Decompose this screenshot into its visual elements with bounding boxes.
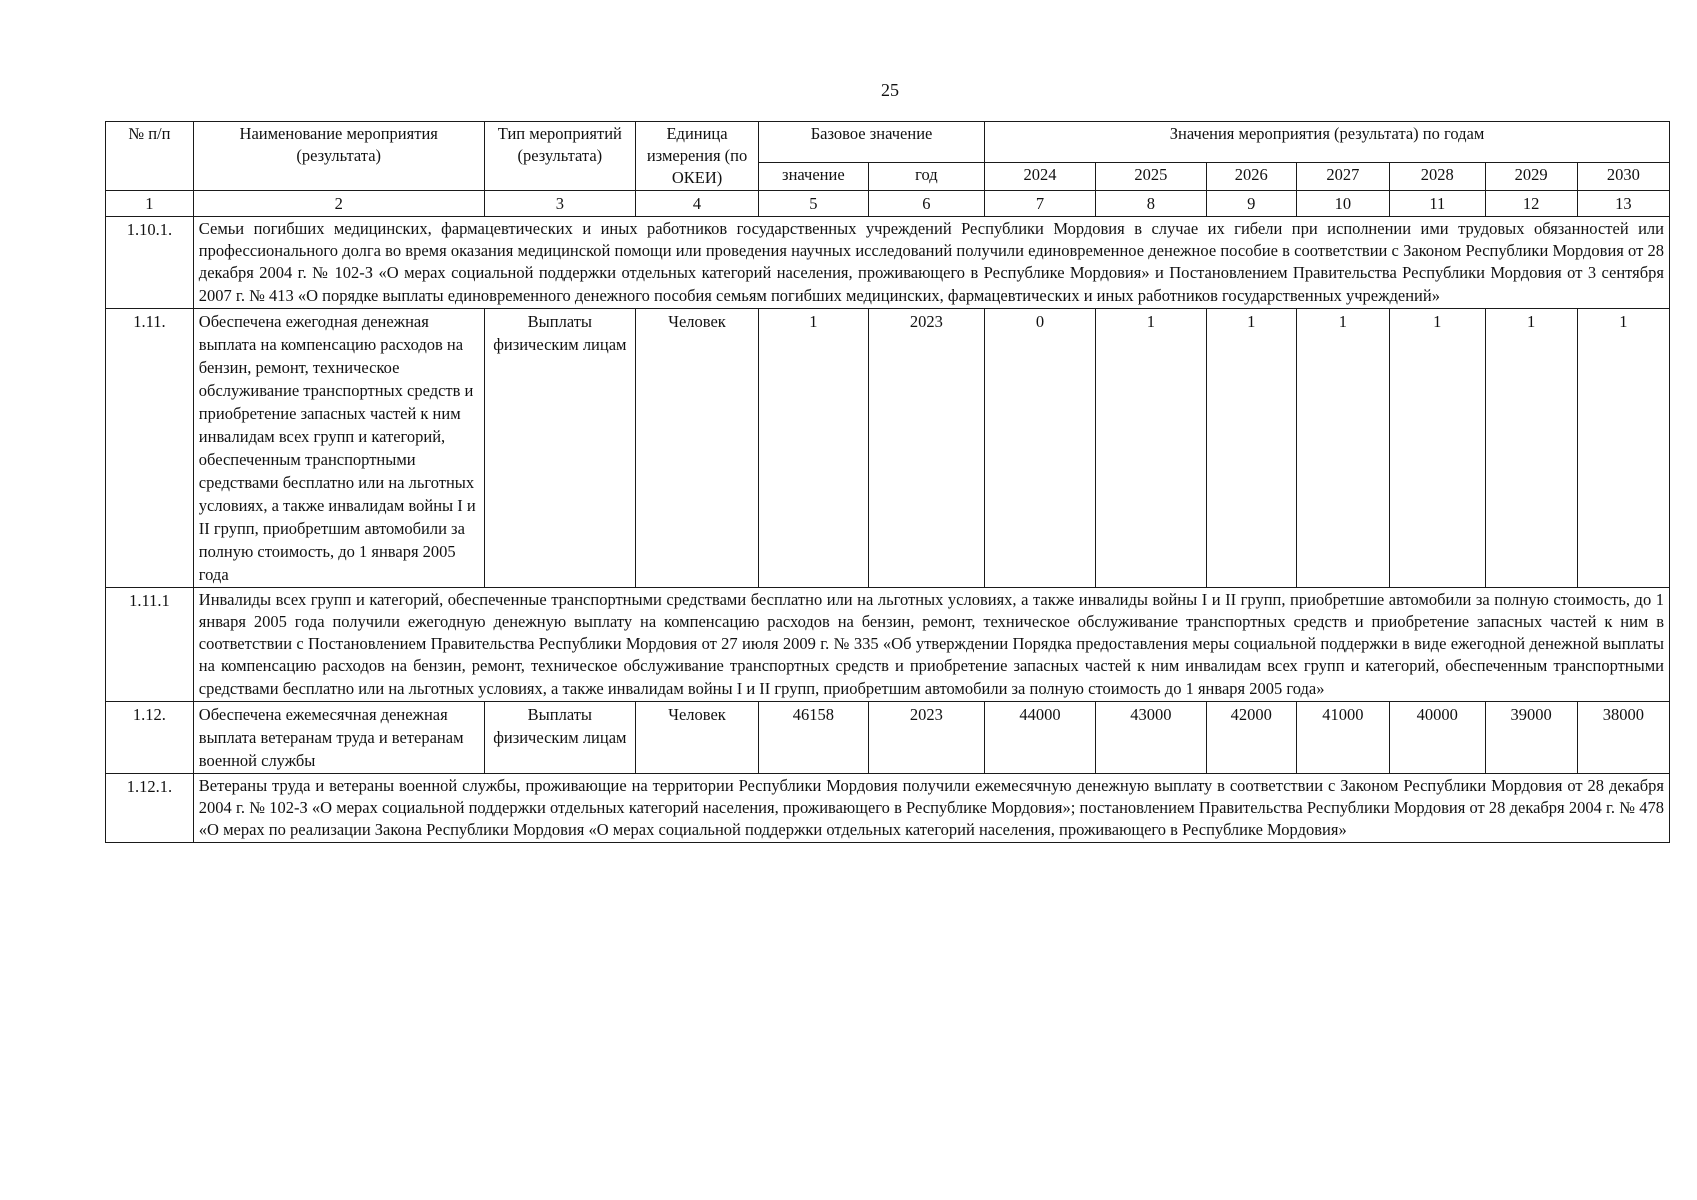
header-year: 2028 [1390, 163, 1485, 191]
column-number-row [106, 191, 1670, 217]
header-year: 2024 [985, 163, 1096, 191]
year-value: 1 [1485, 308, 1577, 587]
row-description: Ветераны труда и ветераны военной службы, проживающие на территории Республики Мордовия получили ежемесячную денежную выплату в соответствии с Законом Республики Мордовия от 28 декабря 2004 г. № 102-З «О мерах социальной поддержки отдельных категорий населения, проживающего в Республике Мордовия»; постановлением Правительства Республики Мордовия от 28 декабря 2004 г. № 478 «О мерах по реализации Закона Республики Мордовия «О мерах социальной поддержки отдельных категорий населения, проживающего в Республике Мордовия» [193, 773, 1669, 843]
header-base-year: год [868, 163, 984, 191]
row-number: 1.11.1 [106, 587, 194, 701]
header-years-group: Значения мероприятия (результата) по годам [985, 122, 1670, 163]
column-number: 1 [106, 191, 194, 217]
header-unit: Единица измерения (по ОКЕИ) [636, 122, 759, 191]
row-number: 1.11. [106, 308, 194, 587]
base-value: 1 [758, 308, 868, 587]
year-value: 43000 [1095, 701, 1206, 773]
column-number: 7 [985, 191, 1096, 217]
year-value: 44000 [985, 701, 1096, 773]
column-number: 13 [1577, 191, 1669, 217]
header-year: 2030 [1577, 163, 1669, 191]
table-row [106, 701, 1670, 773]
base-year: 2023 [868, 308, 984, 587]
year-value: 1 [1577, 308, 1669, 587]
column-number: 6 [868, 191, 984, 217]
year-value: 40000 [1390, 701, 1485, 773]
year-value: 1 [1390, 308, 1485, 587]
column-number: 12 [1485, 191, 1577, 217]
table-row [106, 308, 1670, 587]
measure-unit: Человек [636, 701, 759, 773]
measure-unit: Человек [636, 308, 759, 587]
row-description: Семьи погибших медицинских, фармацевтических и иных работников государственных учреждений Республики Мордовия в случае их гибели при исполнении ими трудовых обязанностей или профессионального долга во время оказания медицинской помощи или проведения научных исследований получили единовременное денежное пособие в соответствии с Законом Республики Мордовия от 28 декабря 2004 г. № 102-З «О мерах социальной поддержки отдельных категорий населения, проживающего в Республике Мордовия» и Постановлением Правительства Республики Мордовия от 3 сентября 2007 г. № 413 «О порядке выплаты единовременного денежного пособия семьям погибших медицинских, фармацевтических и иных работников государственных учреждений» [193, 217, 1669, 309]
column-number: 10 [1296, 191, 1389, 217]
measure-type: Выплаты физическим лицам [484, 701, 635, 773]
table-row [106, 217, 1670, 309]
header-year: 2027 [1296, 163, 1389, 191]
column-number: 2 [193, 191, 484, 217]
column-number: 9 [1206, 191, 1296, 217]
row-number: 1.10.1. [106, 217, 194, 309]
header-name: Наименование мероприятия (результата) [193, 122, 484, 191]
column-number: 3 [484, 191, 635, 217]
year-value: 1 [1206, 308, 1296, 587]
table-row [106, 773, 1670, 843]
base-value: 46158 [758, 701, 868, 773]
table-row [106, 587, 1670, 701]
header-type: Тип мероприятий (результата) [484, 122, 635, 191]
header-number: № п/п [106, 122, 194, 191]
column-number: 11 [1390, 191, 1485, 217]
column-number: 8 [1095, 191, 1206, 217]
header-year: 2029 [1485, 163, 1577, 191]
year-value: 41000 [1296, 701, 1389, 773]
column-number: 5 [758, 191, 868, 217]
measure-type: Выплаты физическим лицам [484, 308, 635, 587]
header-base-value: значение [758, 163, 868, 191]
header-base-group: Базовое значение [758, 122, 984, 163]
results-table [105, 121, 1670, 843]
year-value: 1 [1296, 308, 1389, 587]
year-value: 39000 [1485, 701, 1577, 773]
year-value: 38000 [1577, 701, 1669, 773]
column-number: 4 [636, 191, 759, 217]
page-number: 25 [881, 80, 899, 100]
measure-name: Обеспечена ежемесячная денежная выплата ветеранам труда и ветеранам военной службы [193, 701, 484, 773]
row-number: 1.12.1. [106, 773, 194, 843]
header-year: 2025 [1095, 163, 1206, 191]
header-year: 2026 [1206, 163, 1296, 191]
year-value: 1 [1095, 308, 1206, 587]
measure-name: Обеспечена ежегодная денежная выплата на компенсацию расходов на бензин, ремонт, техническое обслуживание транспортных средств и приобретение запасных частей к ним инвалидам всех групп и категорий, обеспеченным транспортными средствами бесплатно или на льготных условиях, а также инвалидам войны I и II групп, приобретшим автомобили за полную стоимость, до 1 января 2005 года [193, 308, 484, 587]
base-year: 2023 [868, 701, 984, 773]
year-value: 42000 [1206, 701, 1296, 773]
row-description: Инвалиды всех групп и категорий, обеспеченные транспортными средствами бесплатно или на льготных условиях, а также инвалиды войны I и II групп, приобретшие автомобили за полную стоимость, до 1 января 2005 года получили ежегодную денежную выплату на компенсацию расходов на бензин, ремонт, техническое обслуживание транспортных средств и приобретение запасных частей к ним в соответствии с Постановлением Правительства Республики Мордовия от 27 июля 2009 г. № 335 «Об утверждении Порядка предоставления меры социальной поддержки в виде ежегодной денежной выплаты на компенсацию расходов на бензин, ремонт, техническое обслуживание транспортных средств и приобретение запасных частей к ним инвалидам всех групп и категорий, обеспеченным транспортными средствами бесплатно или на льготных условиях, а также инвалидам войны I и II групп, приобретшим автомобили за полную стоимость до 1 января 2005 года» [193, 587, 1669, 701]
row-number: 1.12. [106, 701, 194, 773]
year-value: 0 [985, 308, 1096, 587]
